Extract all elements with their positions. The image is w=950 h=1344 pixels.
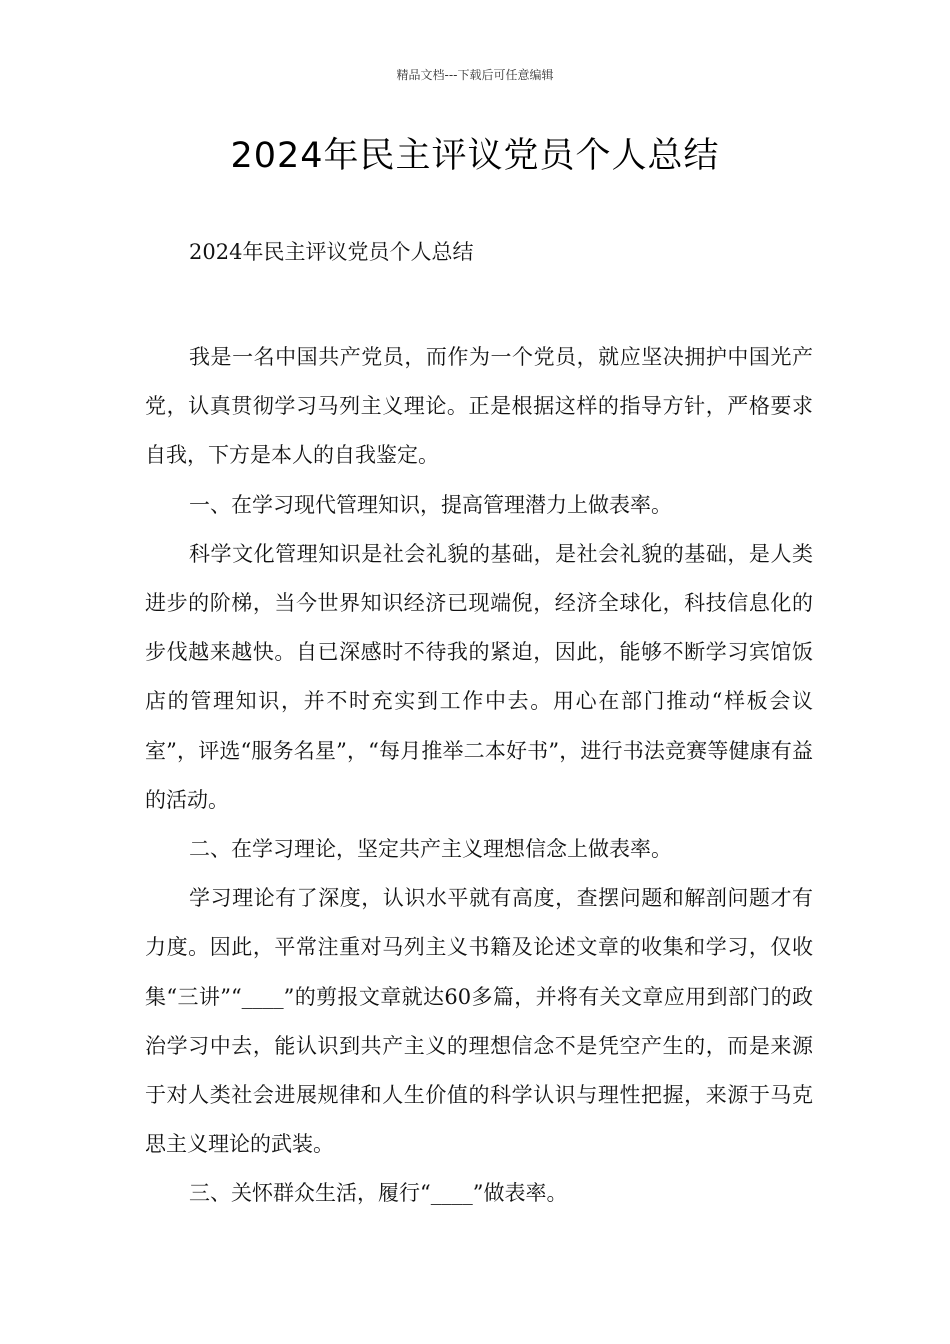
section-heading-2: 二、在学习理论，坚定共产主义理想信念上做表率。 xyxy=(189,837,672,862)
section-heading-1: 一、在学习现代管理知识，提高管理潜力上做表率。 xyxy=(189,492,672,517)
paragraph-section-2: 学习理论有了深度，认识水平就有高度，查摆问题和解剖问题才有力度。因此，平常注重对马列主义书籍及论述文章的收集和学习，仅收集“三讲”“____”的剪报文章就达60多篇，并将有关文章应用到部门的政治学习中去，能认识到共产主义的理想信念不是凭空产生的，而是来源于对人类社会进展规律和人生价值的科学认识与理性把握，来源于马克思主义理论的武装。 xyxy=(145,886,813,1157)
page-header: 精品文档---下载后可任意编辑 xyxy=(396,68,554,82)
document-body xyxy=(145,333,813,1219)
section-heading-3: 三、关怀群众生活，履行“____”做表率。 xyxy=(189,1181,568,1206)
paragraph-intro: 我是一名中国共产党员，而作为一个党员，就应坚决拥护中国光产党，认真贯彻学习马列主义理论。正是根据这样的指导方针，严格要求自我，下方是本人的自我鉴定。 xyxy=(145,345,813,468)
document-subtitle: 2024年民主评议党员个人总结 xyxy=(189,240,474,264)
document-title: 2024年民主评议党员个人总结 xyxy=(230,136,720,176)
paragraph-section-1: 科学文化管理知识是社会礼貌的基础，是社会礼貌的基础，是人类进步的阶梯，当今世界知识经济已现端倪，经济全球化，科技信息化的步伐越来越快。自已深感时不待我的紧迫，因此，能够不断学习宾馆饭店的管理知识，并不时充实到工作中去。用心在部门推动“样板会议室”，评选“服务名星”，“每月推举二本好书”，进行书法竞赛等健康有益的活动。 xyxy=(145,541,813,812)
